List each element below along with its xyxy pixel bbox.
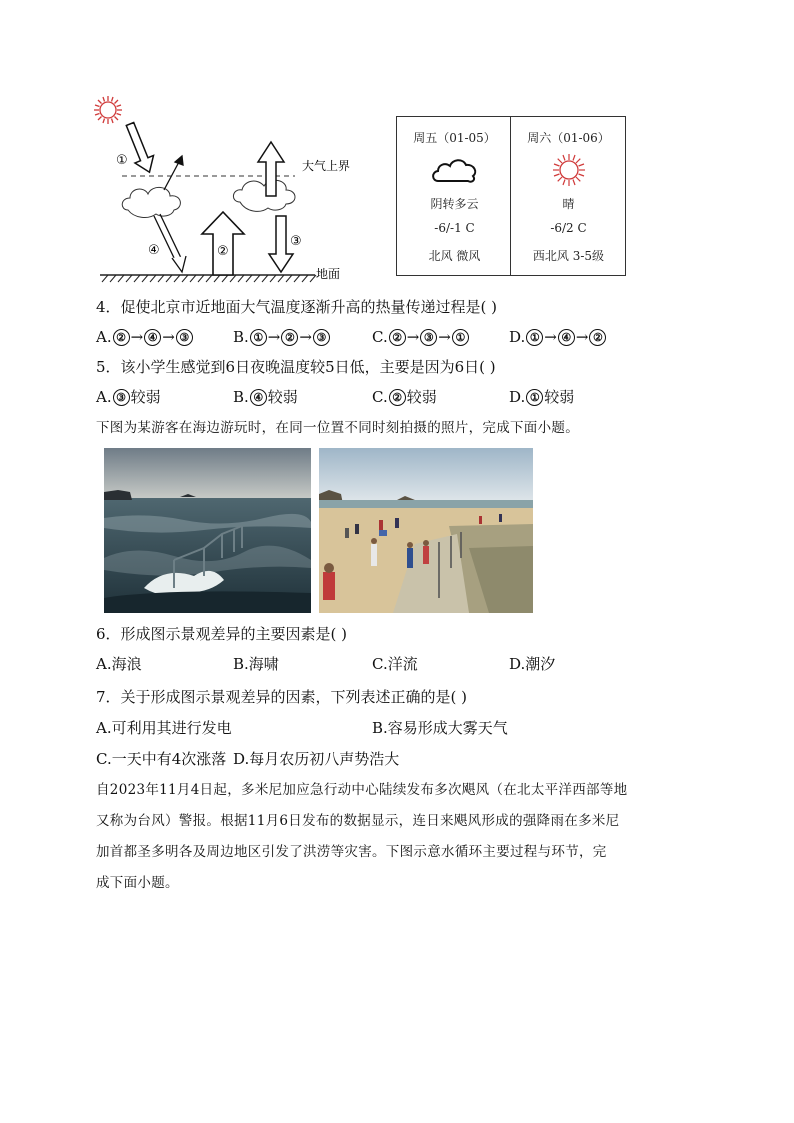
typhoon-intro-line-2: 又称为台风）警报。根据11月6日发布的数据显示，连日来飓风形成的强降雨在多米尼 <box>96 813 620 829</box>
question-4-stem: 4．促使北京市近地面大气温度逐渐升高的热量传递过程是( ) <box>96 298 498 316</box>
q5-option-b[interactable]: B. ④ 较弱 <box>233 388 298 406</box>
typhoon-intro-line-3: 加首都圣多明各及周边地区引发了洪涝等灾害。下图示意水循环主要过程与环节，完 <box>96 844 607 860</box>
cloud-icon <box>233 180 295 211</box>
cloudy-icon <box>397 155 512 185</box>
weather-day-title: 周五（01-05） <box>413 131 496 145</box>
weather-condition: 阴转多云 <box>430 197 479 211</box>
weather-temp: -6/2 C <box>550 221 587 235</box>
weather-condition: 晴 <box>562 197 575 211</box>
heat-transfer-svg <box>90 92 370 287</box>
q4-option-b[interactable]: B. ① → ② → ③ <box>233 326 331 348</box>
q5-option-c[interactable]: C. ② 较弱 <box>372 388 437 406</box>
q4-option-d[interactable]: D. ① → ④ → ② <box>509 326 607 348</box>
label-3: ③ <box>290 234 302 249</box>
q7-option-d[interactable]: D.每月农历初八声势浩大 <box>233 750 400 768</box>
label-4: ④ <box>148 243 160 258</box>
cloud-icon <box>122 187 180 217</box>
weather-day-title: 周六（01-06） <box>527 131 610 145</box>
q7-option-c[interactable]: C.一天中有4次涨落 <box>96 750 227 768</box>
ground-label: 地面 <box>316 267 341 281</box>
q6-option-a[interactable]: A.海浪 <box>96 655 142 673</box>
q7-option-b[interactable]: B.容易形成大雾天气 <box>372 719 508 737</box>
label-1: ① <box>116 153 128 168</box>
photo-intro: 下图为某游客在海边游玩时，在同一位置不同时刻拍摄的照片，完成下面小题。 <box>96 420 579 436</box>
question-5-stem: 5．该小学生感觉到6日夜晚温度较5日低，主要是因为6日( ) <box>96 358 496 376</box>
reflection-arrow <box>164 156 183 190</box>
q5-option-a[interactable]: A. ③ 较弱 <box>96 388 161 406</box>
q6-option-b[interactable]: B.海啸 <box>233 655 279 673</box>
ground-hatch <box>102 275 316 282</box>
photo-low-tide <box>319 448 533 613</box>
q4-option-c[interactable]: C. ② → ③ → ① <box>372 326 470 348</box>
weather-temp: -6/-1 C <box>434 221 475 235</box>
weather-day-friday <box>397 117 512 275</box>
weather-wind: 北风 微风 <box>428 249 481 263</box>
weather-wind: 西北风 3-5级 <box>532 249 605 263</box>
q6-option-d[interactable]: D.潮汐 <box>509 655 556 673</box>
heat-transfer-diagram <box>90 92 370 287</box>
typhoon-intro-line-4: 成下面小题。 <box>96 875 179 891</box>
sun-icon <box>94 96 122 124</box>
q4-option-a[interactable]: A. ② → ④ → ③ <box>96 326 194 348</box>
q6-option-c[interactable]: C.洋流 <box>372 655 418 673</box>
photo-high-tide <box>104 448 311 613</box>
sun-icon <box>511 153 626 187</box>
question-6-stem: 6．形成图示景观差异的主要因素是( ) <box>96 625 348 643</box>
typhoon-intro-line-1: 自2023年11月4日起，多米尼加应急行动中心陆续发布多次飓风（在北太平洋西部等地 <box>96 782 628 798</box>
weather-forecast-box <box>396 116 626 276</box>
weather-day-saturday <box>511 117 626 275</box>
upper-boundary-label: 大气上界 <box>302 159 351 173</box>
q5-option-d[interactable]: D. ① 较弱 <box>509 388 575 406</box>
label-2: ② <box>217 244 229 259</box>
question-7-stem: 7．关于形成图示景观差异的因素，下列表述正确的是( ) <box>96 688 468 706</box>
q7-option-a[interactable]: A.可利用其进行发电 <box>96 719 232 737</box>
